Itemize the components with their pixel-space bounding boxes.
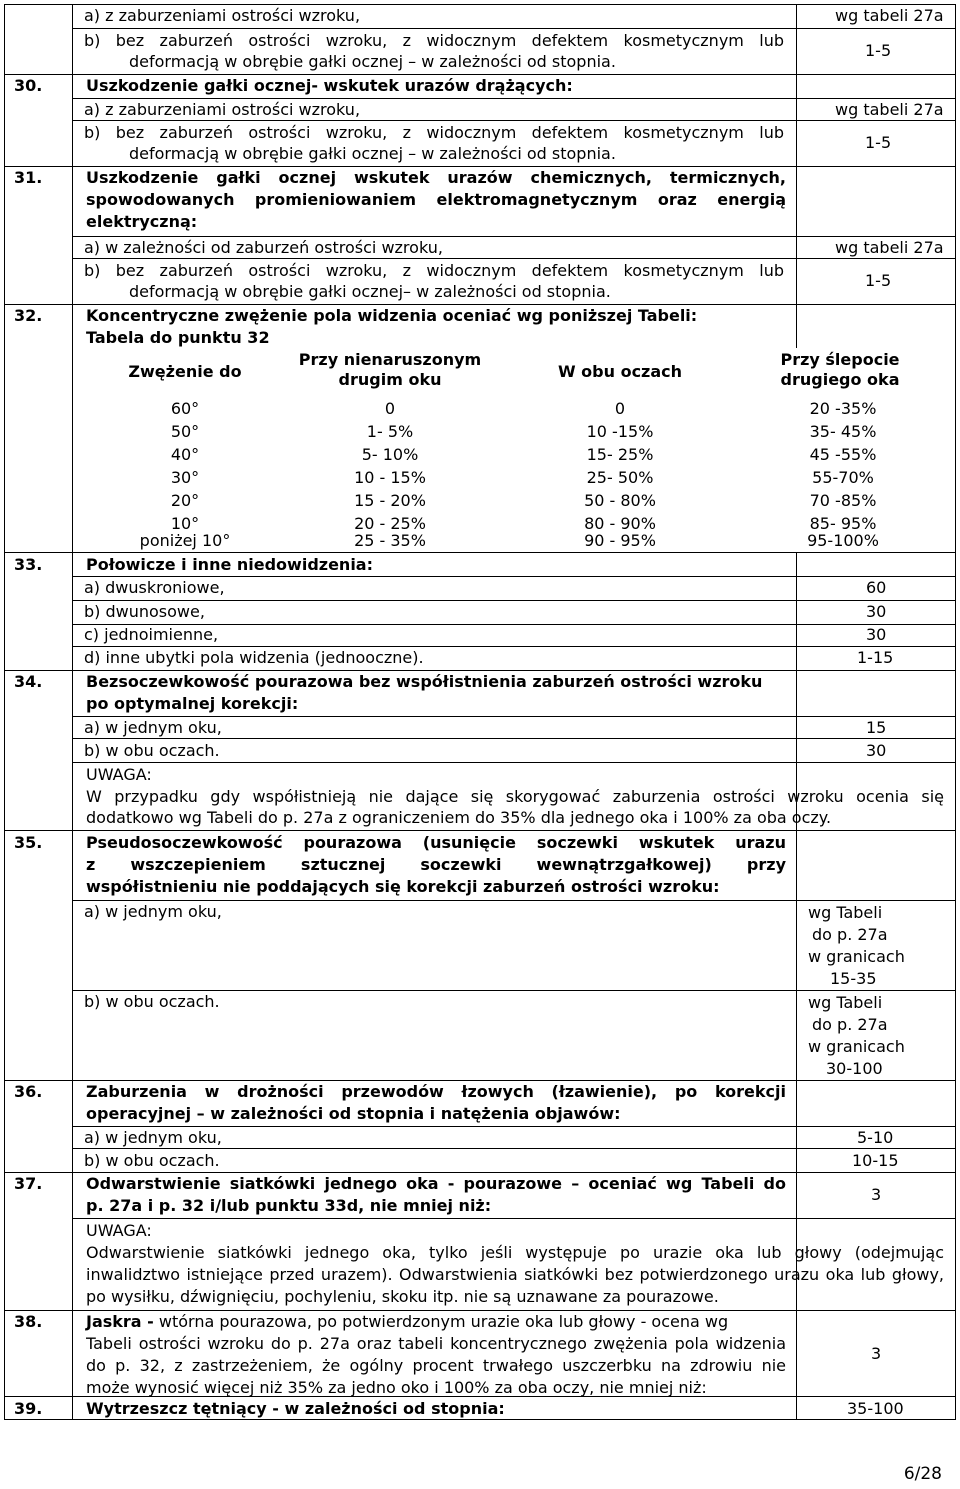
- section-value: 35-100: [847, 1399, 904, 1418]
- note-line2: inwalidztwo istniejące przed urazem). Odwarstwienia siatkówki bez potwierdzonego urazu oka lub głowy,: [86, 1265, 944, 1284]
- item-b-line2: deformacją w obrębie gałki ocznej – w zależności od stopnia.: [129, 52, 616, 71]
- table-cell: 55-70%: [812, 468, 874, 487]
- item-a-value: 5-10: [857, 1128, 894, 1147]
- item-b-value: 1-5: [865, 271, 892, 290]
- item-a-value: wg Tabeli do p. 27a w granicach 15-35: [808, 903, 905, 988]
- table-cell: 70 -85%: [809, 491, 877, 510]
- table-cell: 10 -15%: [586, 422, 654, 441]
- item-b-value: 10-15: [852, 1151, 899, 1170]
- table-cell: 30°: [170, 468, 200, 487]
- item-b-label: b) w obu oczach.: [84, 741, 220, 760]
- note-line2: dodatkowo wg Tabeli do p. 27a z ograniczeniem do 35% dla jednego oka i 100% za oba oczy.: [86, 808, 832, 827]
- table-cell: 10 - 15%: [354, 468, 426, 487]
- item-b-label: b) w obu oczach.: [84, 992, 220, 1011]
- section-value: 3: [871, 1185, 882, 1204]
- item-b-value: wg Tabeli do p. 27a w granicach 30-100: [808, 993, 905, 1078]
- note-line1: W przypadku gdy współistnieją nie dające się skorygować zaburzenia ostrości wzroku ocenia się: [86, 787, 944, 806]
- item-a-value: wg tabeli 27a: [835, 100, 944, 119]
- section-title-line3: współistnieniu nie poddających się korekcji zaburzeń ostrości wzroku:: [86, 877, 720, 896]
- section-title-line3: elektryczną:: [86, 212, 198, 231]
- section-title-line1: Pseudosoczewkowość pourazowa (usunięcie soczewki wskutek urazu: [86, 833, 786, 852]
- table-cell: 5- 10%: [361, 445, 419, 464]
- section-number: 33.: [14, 555, 43, 574]
- table-cell: 10°: [170, 514, 200, 533]
- item-b-line2: deformacją w obrębie gałki ocznej– w zależności od stopnia.: [129, 282, 611, 301]
- section-number: 36.: [14, 1082, 43, 1101]
- section-title-line1: Uszkodzenie gałki ocznej wskutek urazów chemicznych, termicznych,: [86, 168, 786, 187]
- table-cell: 0: [614, 399, 626, 418]
- section-number: 37.: [14, 1174, 43, 1193]
- section-title-line1: Bezsoczewkowość pourazowa bez współistnienia zaburzeń ostrości wzroku: [86, 672, 763, 691]
- table-cell: 85- 95%: [809, 514, 877, 533]
- note-line3: po wysiłku, dźwignięciu, pochyleniu, skoku itp. nie są uznawane za pourazowe.: [86, 1287, 719, 1306]
- section-title-line2: operacyjnej – w zależności od stopnia i natężenia objawów:: [86, 1104, 621, 1123]
- item-b-line2: deformacją w obrębie gałki ocznej – w zależności od stopnia.: [129, 144, 616, 163]
- table-cell: 20 - 25%: [354, 514, 426, 533]
- section-title: Uszkodzenie gałki ocznej- wskutek urazów drążących:: [86, 76, 573, 95]
- section-number: 35.: [14, 833, 43, 852]
- section-number: 34.: [14, 672, 43, 691]
- table-cell: poniżej 10°: [139, 531, 231, 550]
- table-cell: 25 - 35%: [354, 531, 426, 550]
- section-number: 32.: [14, 306, 43, 325]
- section-title: Wytrzeszcz tętniący - w zależności od stopnia:: [86, 1399, 505, 1418]
- table-cell: 25- 50%: [586, 468, 654, 487]
- item-b-value: 30: [866, 741, 887, 760]
- section-title-line2: po optymalnej korekcji:: [86, 694, 299, 713]
- column-header: W obu oczach: [557, 362, 683, 381]
- table-cell: 35- 45%: [809, 422, 877, 441]
- item-b-line1: b) bez zaburzeń ostrości wzroku, z widocznym defektem kosmetycznym lub: [84, 31, 784, 50]
- section-line3: do p. 32, z zastrzeżeniem, że ogólny procent trwałego uszczerbku na zdrowiu nie: [86, 1356, 786, 1375]
- table-cell: 90 - 95%: [584, 531, 656, 550]
- section-title: Koncentryczne zwężenie pola widzenia oceniać wg poniższej Tabeli:: [86, 306, 698, 325]
- table-cell: 40°: [170, 445, 200, 464]
- section-number: 38.: [14, 1312, 43, 1331]
- section-line1: Jaskra - wtórna pourazowa, po potwierdzonym urazie oka lub głowy - ocena wg: [86, 1312, 729, 1331]
- note-line1: Odwarstwienie siatkówki jednego oka, tylko jeśli występuje po urazie oka lub głowy (odejmując: [86, 1243, 944, 1262]
- table-cell: 45 -55%: [809, 445, 877, 464]
- note-label: UWAGA:: [86, 765, 152, 784]
- item-a-label: a) w jednym oku,: [84, 902, 222, 921]
- table-cell: 80 - 90%: [584, 514, 656, 533]
- item-b-line1: b) bez zaburzeń ostrości wzroku, z widocznym defektem kosmetycznym lub: [84, 123, 784, 142]
- table-cell: 1- 5%: [366, 422, 414, 441]
- column-header: Przy nienaruszonym drugim oku: [298, 350, 482, 389]
- item-b-value: 1-5: [865, 41, 892, 60]
- table-cell: 0: [384, 399, 396, 418]
- table-cell: 20°: [170, 491, 200, 510]
- section-title-line2: p. 27a i p. 32 i/lub punktu 33d, nie mniej niż:: [86, 1196, 492, 1215]
- table-cell: 15- 25%: [586, 445, 654, 464]
- item-a-value: wg tabeli 27a: [835, 6, 944, 25]
- item-a-label: a) z zaburzeniami ostrości wzroku,: [84, 6, 361, 25]
- item-b-label: b) w obu oczach.: [84, 1151, 220, 1170]
- item-a-label: a) w zależności od zaburzeń ostrości wzroku,: [84, 238, 443, 257]
- column-header: Przy ślepocie drugiego oka: [780, 350, 900, 389]
- item-a-label: a) w jednym oku,: [84, 1128, 222, 1147]
- item-a-value: wg tabeli 27a: [835, 238, 944, 257]
- item-b-line1: b) bez zaburzeń ostrości wzroku, z widocznym defektem kosmetycznym lub: [84, 261, 784, 280]
- section-number: 39.: [14, 1399, 43, 1418]
- item-a-label: a) w jednym oku,: [84, 718, 222, 737]
- section-title: Połowicze i inne niedowidzenia:: [86, 555, 373, 574]
- section-title-line2: spowodowanych promieniowaniem elektromagnetycznym oraz energią: [86, 190, 786, 209]
- table-cell: 60°: [170, 399, 200, 418]
- item-b-value: 1-5: [865, 133, 892, 152]
- section-value: 3: [871, 1344, 882, 1363]
- table-cell: 50 - 80%: [584, 491, 656, 510]
- item-a-value: 15: [866, 718, 887, 737]
- table-caption: Tabela do punktu 32: [86, 328, 270, 347]
- section-title-line1: Odwarstwienie siatkówki jednego oka - pourazowe – oceniać wg Tabeli do: [86, 1174, 786, 1193]
- column-header: Zwężenie do: [128, 362, 242, 381]
- section-number: 31.: [14, 168, 43, 187]
- section-number: 30.: [14, 76, 43, 95]
- note-label: UWAGA:: [86, 1221, 152, 1240]
- table-cell: 50°: [170, 422, 200, 441]
- section-title-line1: Zaburzenia w drożności przewodów łzowych (łzawienie), po korekcji: [86, 1082, 786, 1101]
- section-line2: Tabeli ostrości wzroku do p. 27a oraz tabeli koncentrycznego zwężenia pola widzenia: [86, 1334, 786, 1353]
- table-cell: 15 - 20%: [354, 491, 426, 510]
- table-cell: 95-100%: [807, 531, 879, 550]
- section-title-line2: z wszczepieniem sztucznej soczewki wewnątrzgałkowej) przy: [86, 855, 786, 874]
- section-line4: może wynosić więcej niż 35% za jedno oko i 100% za oba oczy, nie mniej niż:: [86, 1378, 707, 1397]
- page-number: 6/28: [903, 1464, 942, 1484]
- item-a-label: a) z zaburzeniami ostrości wzroku,: [84, 100, 361, 119]
- table-cell: 20 -35%: [809, 399, 877, 418]
